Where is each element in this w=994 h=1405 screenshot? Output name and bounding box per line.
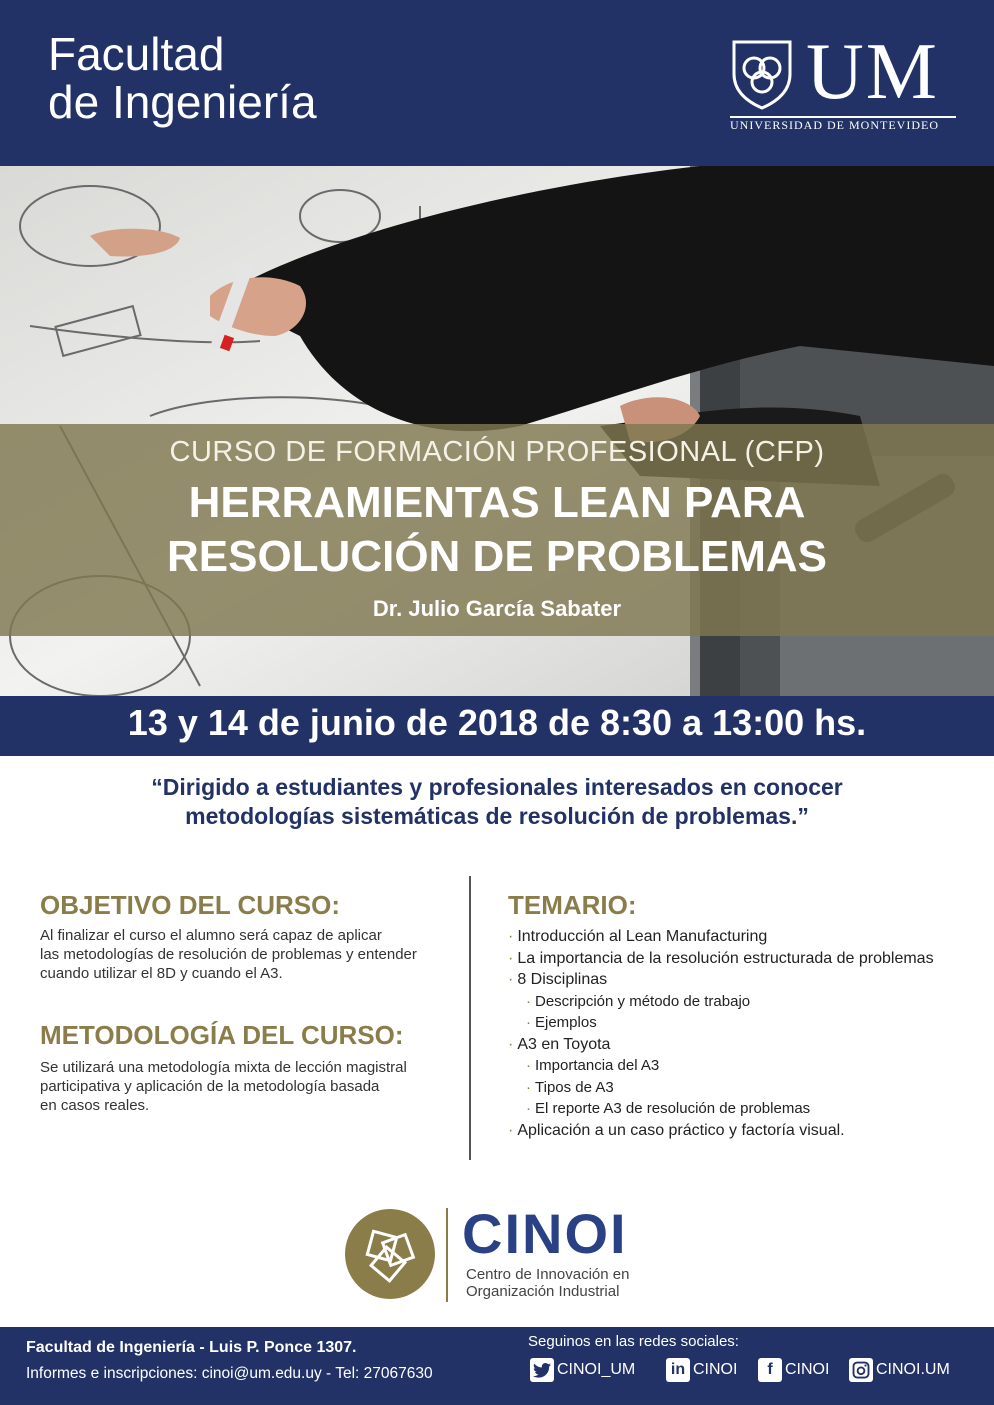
temario-item (508, 1034, 978, 1056)
temario-item-text: Introducción al Lean Manufacturing (517, 928, 768, 945)
temario-item-text: Tipos de A3 (535, 1078, 614, 1096)
faculty-line-2: de Ingeniería (48, 76, 317, 128)
temario-heading: TEMARIO: (508, 890, 637, 920)
date-bar (0, 696, 994, 756)
facebook-link[interactable] (758, 1357, 829, 1383)
course-teacher: Dr. Julio García Sabater (372, 596, 622, 621)
instagram-link[interactable] (849, 1357, 950, 1383)
metodologia-line: en casos reales. (40, 1097, 150, 1114)
metodologia-body (40, 1058, 450, 1115)
linkedin-icon: in (666, 1358, 690, 1382)
temario-item-text: Ejemplos (535, 1014, 597, 1031)
temario-item-text: Importancia del A3 (535, 1057, 660, 1074)
instagram-handle: CINOI.UM (876, 1361, 950, 1378)
temario-item-text: A3 en Toyota (517, 1035, 611, 1053)
bullet-icon: · (508, 1121, 514, 1139)
quote-line-1: “Dirigido a estudiantes y profesionales interesados en conocer (151, 774, 843, 800)
objetivo-line: las metodologías de resolución de problemas y entender (40, 946, 417, 963)
cinoi-subtitle (466, 1266, 629, 1300)
instagram-icon (849, 1358, 873, 1382)
cinoi-logo-icon (344, 1208, 436, 1300)
bullet-icon: · (526, 1100, 531, 1117)
linkedin-handle: CINOI (693, 1361, 738, 1378)
twitter-icon (530, 1358, 554, 1382)
temario-subitem (508, 1012, 978, 1034)
linkedin-link[interactable] (666, 1357, 737, 1383)
temario-item-text: La importancia de la resolución estructurada de problemas (517, 949, 934, 967)
faculty-line-1: Facultad (48, 28, 225, 80)
metodologia-heading: METODOLOGÍA DEL CURSO: (40, 1020, 404, 1050)
metodologia-line: Se utilizará una metodología mixta de lección magistral (40, 1059, 407, 1076)
quote-line-2: metodologías sistemáticas de resolución de problemas.” (185, 803, 809, 829)
metodologia-line: participativa y aplicación de la metodología basada (40, 1078, 380, 1095)
bullet-icon: · (526, 1057, 531, 1074)
course-band (0, 424, 994, 636)
temario-item-text: El reporte A3 de resolución de problemas (535, 1100, 811, 1117)
social-title: Seguinos en las redes sociales: (528, 1333, 739, 1350)
cinoi-subtitle-line-1: Centro de Innovación en (466, 1266, 630, 1283)
temario-list (508, 926, 978, 1141)
column-divider (469, 876, 471, 1160)
bullet-icon: · (526, 1014, 531, 1031)
temario-item (508, 926, 978, 948)
objetivo-line: cuando utilizar el 8D y cuando el A3. (40, 965, 283, 982)
footer-contact[interactable]: Informes e inscripciones: cinoi@um.edu.uy - Tel: 27067630 (26, 1365, 433, 1382)
hero-photo (0, 166, 994, 696)
course-title-line-2: RESOLUCIÓN DE PROBLEMAS (166, 532, 828, 581)
objetivo-heading: OBJETIVO DEL CURSO: (40, 890, 341, 920)
course-title-line-1: HERRAMIENTAS LEAN PARA (188, 478, 806, 527)
bullet-icon: · (526, 992, 531, 1010)
temario-item-text: Aplicación a un caso práctico y factoría visual. (517, 1121, 845, 1139)
footer-address: Facultad de Ingeniería - Luis P. Ponce 1307. (26, 1339, 357, 1356)
temario-item (508, 969, 978, 991)
bullet-icon: · (508, 928, 514, 945)
um-logo (730, 28, 960, 138)
twitter-handle: CINOI_UM (557, 1361, 636, 1378)
temario-item (508, 1120, 978, 1142)
course-title (0, 476, 994, 584)
um-letters: UM (806, 28, 939, 116)
cinoi-name: CINOI (462, 1202, 628, 1265)
bullet-icon: · (508, 971, 514, 988)
cinoi-subtitle-line-2: Organización Industrial (466, 1283, 620, 1300)
temario-subitem (508, 1077, 978, 1099)
facebook-icon: f (758, 1358, 782, 1382)
bullet-icon: · (508, 1035, 514, 1053)
audience-quote (60, 773, 934, 831)
course-date: 13 y 14 de junio de 2018 de 8:30 a 13:00 hs. (127, 702, 867, 743)
course-type: CURSO DE FORMACIÓN PROFESIONAL (CFP) (169, 436, 825, 468)
temario-subitem (508, 1098, 978, 1120)
temario-item-text: Descripción y método de trabajo (535, 992, 751, 1010)
temario-item-text: 8 Disciplinas (517, 971, 608, 988)
bullet-icon: · (526, 1078, 531, 1096)
header (0, 0, 994, 166)
objetivo-line: Al finalizar el curso el alumno será capaz de aplicar (40, 927, 382, 944)
temario-subitem (508, 1055, 978, 1077)
twitter-link[interactable] (530, 1357, 635, 1383)
temario-subitem (508, 991, 978, 1013)
cinoi-divider (446, 1208, 448, 1302)
footer (0, 1327, 994, 1405)
um-full-name: UNIVERSIDAD DE MONTEVIDEO (730, 118, 939, 132)
um-shield-icon (730, 38, 794, 110)
temario-item (508, 948, 978, 970)
facebook-handle: CINOI (785, 1361, 830, 1378)
faculty-title (48, 30, 317, 126)
bullet-icon: · (508, 949, 514, 967)
objetivo-body (40, 926, 450, 983)
